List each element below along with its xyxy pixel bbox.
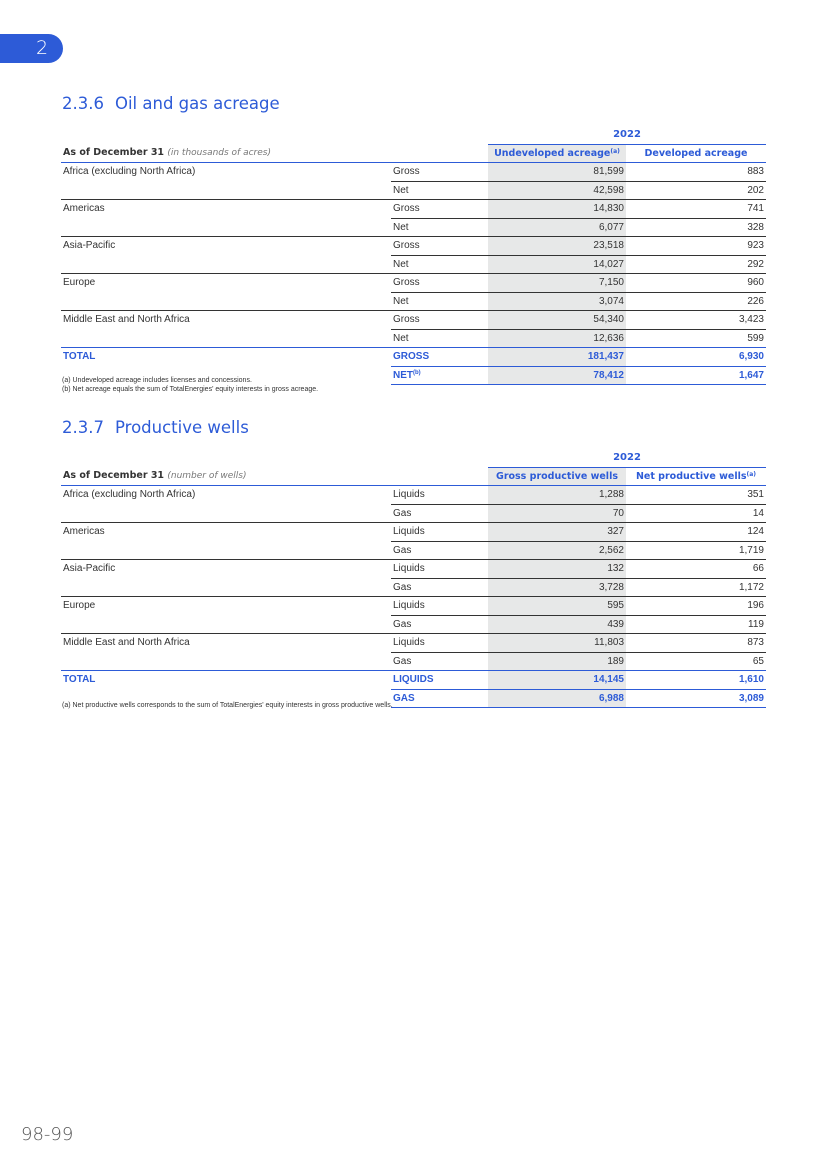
acreage-total-type-note: (b) xyxy=(413,369,421,376)
wells-value-col1: 189 xyxy=(488,652,626,671)
acreage-row xyxy=(61,311,766,330)
acreage-col-undeveloped-note: (a) xyxy=(610,147,620,155)
acreage-value-col2: 292 xyxy=(626,255,766,274)
acreage-total-label: TOTAL xyxy=(61,348,391,367)
wells-footnote: (a) Net productive wells corresponds to the sum of TotalEnergies' equity interests in gross productive wells. xyxy=(62,702,393,709)
acreage-unit: (in thousands of acres) xyxy=(167,148,271,158)
wells-type-cell: Gas xyxy=(391,652,488,671)
acreage-value-col2: 923 xyxy=(626,237,766,256)
acreage-footnote: (a) Undeveloped acreage includes licenses and concessions. xyxy=(62,377,252,384)
acreage-type-cell: Gross xyxy=(391,311,488,330)
acreage-as-of xyxy=(61,144,488,163)
wells-value-col1: 595 xyxy=(488,597,626,616)
wells-region-cell xyxy=(61,504,391,523)
acreage-region-cell: Europe xyxy=(61,274,391,293)
wells-value-col2: 65 xyxy=(626,652,766,671)
acreage-region-cell xyxy=(61,218,391,237)
acreage-region-cell xyxy=(61,181,391,200)
wells-region-cell xyxy=(61,615,391,634)
acreage-region-cell xyxy=(61,255,391,274)
acreage-type-cell: Net xyxy=(391,218,488,237)
acreage-value-col2: 202 xyxy=(626,181,766,200)
acreage-as-of-label: As of December 31 xyxy=(63,147,165,158)
wells-type-cell: Liquids xyxy=(391,486,488,505)
wells-row xyxy=(61,597,766,616)
acreage-value-col1: 7,150 xyxy=(488,274,626,293)
wells-value-col2: 124 xyxy=(626,523,766,542)
acreage-type-cell: Gross xyxy=(391,200,488,219)
acreage-row xyxy=(61,255,766,274)
page-number: 98-99 xyxy=(21,1124,74,1145)
wells-value-col1: 70 xyxy=(488,504,626,523)
wells-total-col2: 3,089 xyxy=(626,689,766,708)
acreage-type-cell: Gross xyxy=(391,237,488,256)
wells-value-col1: 1,288 xyxy=(488,486,626,505)
acreage-section-heading: Oil and gas acreage xyxy=(114,94,280,113)
acreage-section-number: 2.3.6 xyxy=(62,94,104,113)
wells-type-cell: Gas xyxy=(391,578,488,597)
acreage-section-title xyxy=(62,94,280,113)
wells-type-cell: Liquids xyxy=(391,560,488,579)
acreage-value-col1: 23,518 xyxy=(488,237,626,256)
wells-value-col1: 3,728 xyxy=(488,578,626,597)
wells-row xyxy=(61,541,766,560)
wells-type-cell: Gas xyxy=(391,504,488,523)
wells-type-cell: Liquids xyxy=(391,523,488,542)
acreage-value-col2: 328 xyxy=(626,218,766,237)
wells-unit: (number of wells) xyxy=(167,471,247,481)
wells-region-cell: Africa (excluding North Africa) xyxy=(61,486,391,505)
acreage-value-col2: 883 xyxy=(626,163,766,182)
acreage-region-cell: Africa (excluding North Africa) xyxy=(61,163,391,182)
acreage-total-col2: 1,647 xyxy=(626,366,766,385)
wells-region-cell xyxy=(61,578,391,597)
wells-total-type-label: LIQUIDS xyxy=(393,674,434,685)
wells-total-col1: 14,145 xyxy=(488,671,626,690)
wells-col-net: Net productive wells$^{(a)}$ xyxy=(626,467,766,486)
wells-total-type-label: GAS xyxy=(393,692,415,704)
wells-row xyxy=(61,634,766,653)
wells-row xyxy=(61,578,766,597)
acreage-region-cell: Asia-Pacific xyxy=(61,237,391,256)
wells-total-type xyxy=(391,671,488,690)
wells-region-cell: Middle East and North Africa xyxy=(61,634,391,653)
acreage-value-col1: 54,340 xyxy=(488,311,626,330)
acreage-value-col2: 226 xyxy=(626,292,766,311)
acreage-value-col1: 3,074 xyxy=(488,292,626,311)
wells-region-cell: Asia-Pacific xyxy=(61,560,391,579)
wells-footnotes xyxy=(62,702,393,711)
acreage-total-col1: 181,437 xyxy=(488,348,626,367)
acreage-value-col2: 3,423 xyxy=(626,311,766,330)
acreage-total-type-label: GROSS xyxy=(393,351,430,362)
wells-row xyxy=(61,504,766,523)
acreage-value-col2: 960 xyxy=(626,274,766,293)
acreage-value-col1: 6,077 xyxy=(488,218,626,237)
wells-section-heading: Productive wells xyxy=(114,418,249,437)
acreage-total-type-label: NET xyxy=(393,369,413,381)
wells-row xyxy=(61,523,766,542)
wells-col-net-note: (a) xyxy=(746,470,757,478)
wells-value-col2: 119 xyxy=(626,615,766,634)
wells-value-col2: 66 xyxy=(626,560,766,579)
acreage-total-col2: 6,930 xyxy=(626,348,766,367)
wells-total-col2: 1,610 xyxy=(626,671,766,690)
acreage-region-cell: Americas xyxy=(61,200,391,219)
acreage-total-type xyxy=(391,348,488,367)
acreage-row xyxy=(61,292,766,311)
wells-value-col2: 351 xyxy=(626,486,766,505)
wells-total-label: TOTAL xyxy=(61,671,391,690)
acreage-row xyxy=(61,181,766,200)
wells-row xyxy=(61,615,766,634)
acreage-row xyxy=(61,163,766,182)
acreage-region-cell xyxy=(61,292,391,311)
acreage-type-cell: Net xyxy=(391,292,488,311)
chapter-tab: 2 xyxy=(0,34,63,63)
wells-total-type xyxy=(391,689,488,708)
acreage-value-col1: 42,598 xyxy=(488,181,626,200)
wells-value-col2: 1,172 xyxy=(626,578,766,597)
wells-region-cell xyxy=(61,652,391,671)
acreage-row xyxy=(61,329,766,348)
wells-type-cell: Liquids xyxy=(391,597,488,616)
wells-region-cell: Europe xyxy=(61,597,391,616)
acreage-type-cell: Net xyxy=(391,329,488,348)
wells-value-col2: 14 xyxy=(626,504,766,523)
wells-total-row xyxy=(61,671,766,690)
wells-type-cell: Liquids xyxy=(391,634,488,653)
wells-as-of xyxy=(61,467,488,486)
acreage-row xyxy=(61,218,766,237)
wells-value-col2: 196 xyxy=(626,597,766,616)
wells-value-col2: 873 xyxy=(626,634,766,653)
wells-col-gross: Gross productive wells xyxy=(488,467,626,486)
wells-section-number: 2.3.7 xyxy=(62,418,104,437)
wells-region-cell: Americas xyxy=(61,523,391,542)
wells-as-of-label: As of December 31 xyxy=(63,470,165,481)
acreage-region-cell: Middle East and North Africa xyxy=(61,311,391,330)
acreage-footnote: (b) Net acreage equals the sum of TotalEnergies' equity interests in gross acreage. xyxy=(62,385,319,393)
wells-value-col1: 132 xyxy=(488,560,626,579)
acreage-row xyxy=(61,200,766,219)
acreage-footnotes xyxy=(62,377,318,394)
wells-row xyxy=(61,486,766,505)
acreage-value-col2: 741 xyxy=(626,200,766,219)
wells-row xyxy=(61,560,766,579)
acreage-row xyxy=(61,237,766,256)
acreage-row xyxy=(61,274,766,293)
acreage-value-col1: 12,636 xyxy=(488,329,626,348)
acreage-total-row xyxy=(61,348,766,367)
wells-value-col1: 11,803 xyxy=(488,634,626,653)
wells-row xyxy=(61,652,766,671)
acreage-type-cell: Net xyxy=(391,255,488,274)
wells-value-col2: 1,719 xyxy=(626,541,766,560)
acreage-total-type xyxy=(391,366,488,385)
acreage-value-col1: 14,830 xyxy=(488,200,626,219)
wells-value-col1: 2,562 xyxy=(488,541,626,560)
wells-year: 2022 xyxy=(488,449,766,467)
acreage-table xyxy=(61,126,766,385)
acreage-type-cell: Gross xyxy=(391,274,488,293)
acreage-total-col1: 78,412 xyxy=(488,366,626,385)
acreage-region-cell xyxy=(61,329,391,348)
wells-value-col1: 327 xyxy=(488,523,626,542)
acreage-value-col1: 81,599 xyxy=(488,163,626,182)
wells-region-cell xyxy=(61,541,391,560)
wells-value-col1: 439 xyxy=(488,615,626,634)
acreage-type-cell: Net xyxy=(391,181,488,200)
wells-section-title xyxy=(62,418,249,437)
acreage-col-developed: Developed acreage xyxy=(626,144,766,163)
wells-type-cell: Gas xyxy=(391,541,488,560)
wells-total-col1: 6,988 xyxy=(488,689,626,708)
wells-table xyxy=(61,449,766,708)
wells-type-cell: Gas xyxy=(391,615,488,634)
acreage-year: 2022 xyxy=(488,126,766,144)
acreage-value-col1: 14,027 xyxy=(488,255,626,274)
acreage-type-cell: Gross xyxy=(391,163,488,182)
acreage-col-undeveloped: Undeveloped acreage$^{(a)}$ xyxy=(488,144,626,163)
acreage-value-col2: 599 xyxy=(626,329,766,348)
